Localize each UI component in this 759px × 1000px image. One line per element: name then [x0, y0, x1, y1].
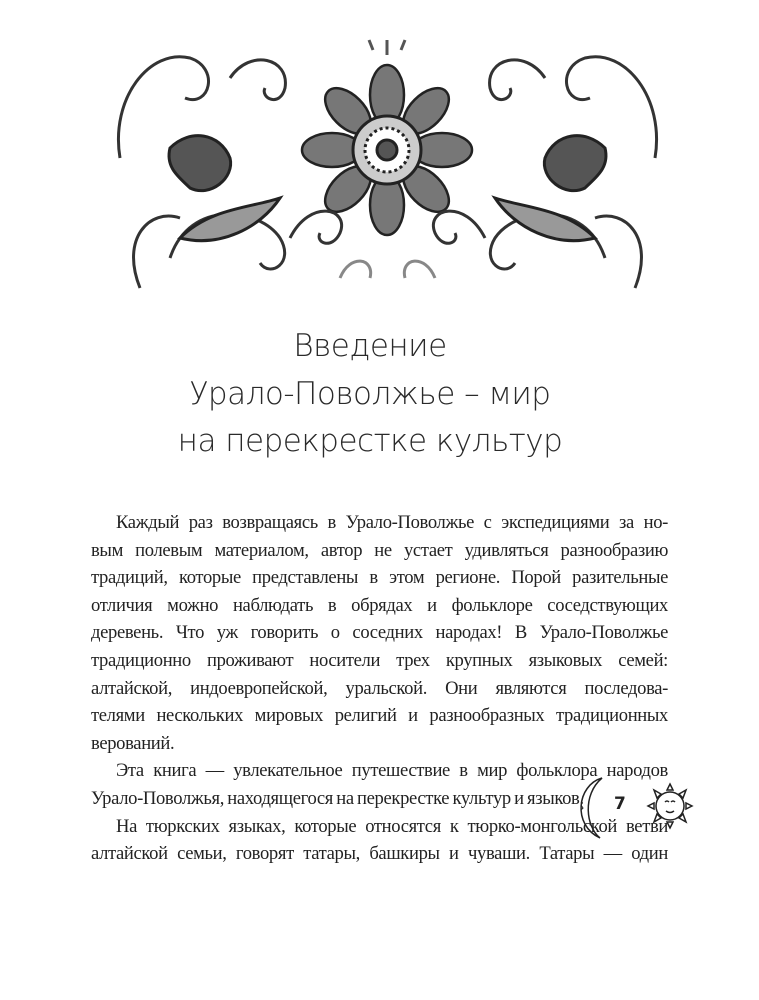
body-line: традиций, которые представлены в этом регионе. Порой разительные: [91, 567, 668, 589]
body-line: Каждый раз возвращаясь в Урало-Поволжье с экспедициями за но-: [116, 512, 668, 533]
left-vines: [118, 57, 341, 288]
body-line: Урало-Поволжья, находящегося на перекрестке культур и языков.: [91, 788, 584, 809]
body-line: деревень. Что уж говорить о соседних народах! В Урало-Поволжье: [91, 622, 668, 644]
chapter-title-line-2: Урало-Поволжье – мир: [189, 376, 551, 412]
right-vines: [433, 57, 656, 288]
body-line: верований.: [91, 732, 175, 754]
body-line: традиционно проживают носители трех крупных языковых семей:: [91, 650, 668, 671]
body-line: Эта книга — увлекательное путешествие в мир фольклора народов: [116, 760, 668, 782]
body-line: телями нескольких мировых религий и разнообразных традиционных: [91, 705, 668, 727]
body-line: На тюркских языках, которые относятся к тюрко-монгольской ветви: [116, 815, 668, 837]
chapter-title-line-1: Введение: [293, 328, 447, 364]
body-line: отличия можно наблюдать в обрядах и фольклоре соседствующих: [91, 594, 668, 616]
body-line: алтайской семьи, говорят татары, башкиры и чуваши. Татары — один: [91, 843, 668, 865]
body-line: алтайской, индоевропейской, уральской. Они являются последова-: [91, 677, 668, 699]
central-flower: [302, 40, 472, 235]
page-number: 7: [614, 794, 626, 814]
moon-icon: [572, 775, 608, 841]
chapter-title-line-3: на перекрестке культур: [177, 423, 563, 459]
body-line: вым полевым материалом, автор не устает удивляться разнообразию: [91, 539, 668, 561]
sun-icon: [640, 778, 700, 834]
floral-ornament: [110, 38, 665, 308]
